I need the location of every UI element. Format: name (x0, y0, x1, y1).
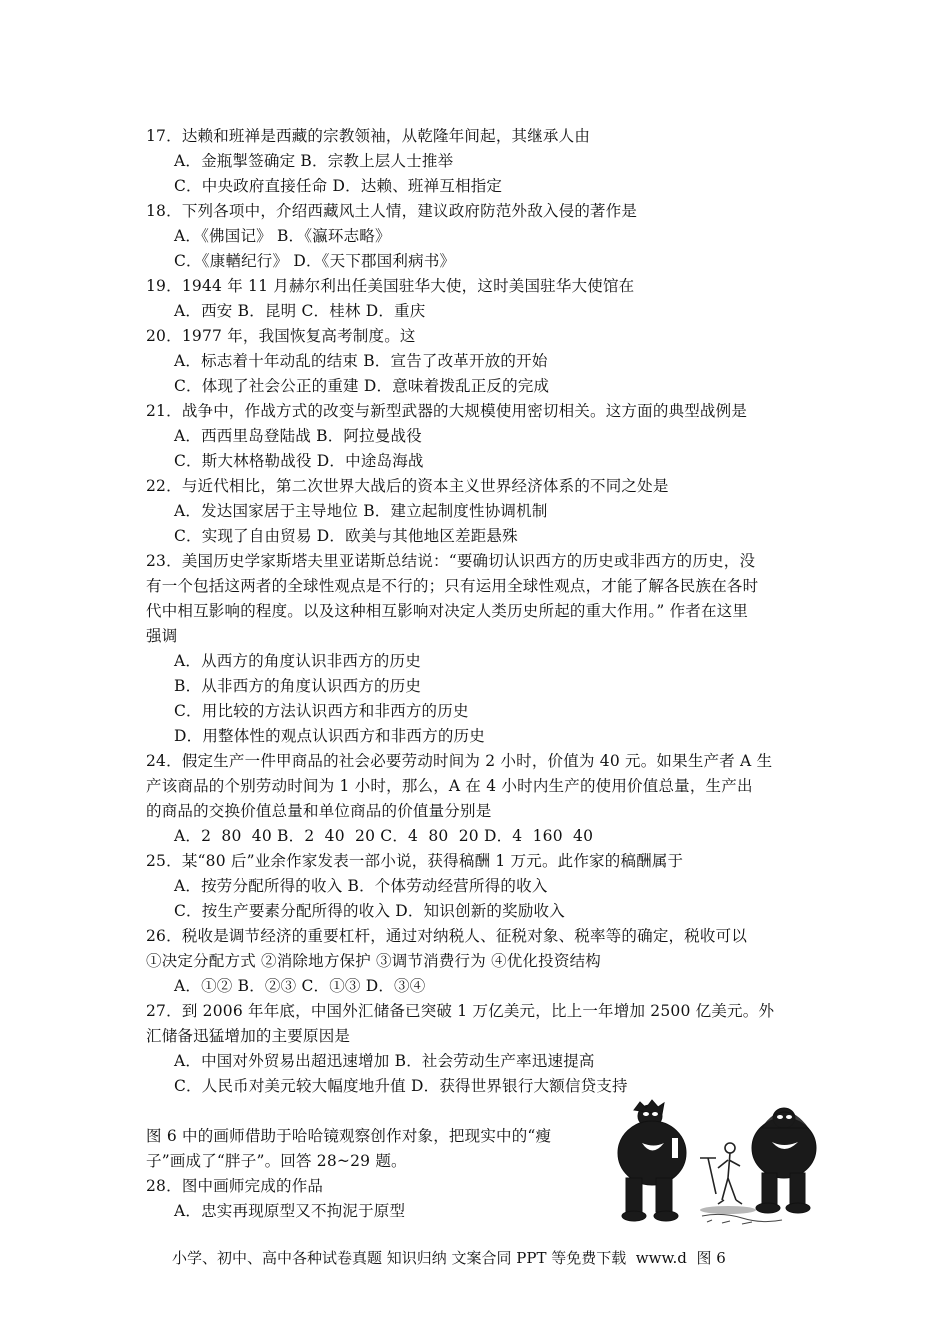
answer-option-line: A．中国对外贸易出超迅速增加 B．社会劳动生产率迅速提高 (174, 1052, 595, 1070)
answer-option-line: A．2 80 40 B．2 40 20 C．4 80 20 D．4 160 40 (174, 827, 594, 845)
question-text-line: 23．美国历史学家斯塔夫里亚诺斯总结说：“要确切认识西方的历史或非西方的历史，没 (146, 552, 756, 570)
answer-option-line: C．中央政府直接任命 D．达赖、班禅互相指定 (174, 177, 503, 195)
answer-option-line: C．《康輶纪行》 D．《天下郡国利病书》 (174, 252, 456, 270)
question-text-line: 24．假定生产一件甲商品的社会必要劳动时间为 2 小时，价值为 40 元。如果生产者 A 生 (146, 752, 773, 770)
question-text-line: 代中相互影响的程度。以及这种相互影响对决定人类历史所起的重大作用。” 作者在这里 (146, 602, 749, 620)
answer-option-line: C．斯大林格勒战役 D．中途岛海战 (174, 452, 424, 470)
question-text-line: 22．与近代相比，第二次世界大战后的资本主义世界经济体系的不同之处是 (146, 477, 669, 495)
question-text-line: 19．1944 年 11 月赫尔利出任美国驻华大使，这时美国驻华大使馆在 (146, 277, 635, 295)
question-text-line: 的商品的交换价值总量和单位商品的价值量分别是 (146, 802, 492, 820)
answer-option-line: A．西西里岛登陆战 B．阿拉曼战役 (174, 427, 422, 445)
cartoon-illustration-icon (612, 1098, 827, 1233)
answer-option-line: C．用比较的方法认识西方和非西方的历史 (174, 702, 469, 720)
question-text-line: 18．下列各项中，介绍西藏风土人情，建议政府防范外敌入侵的著作是 (146, 202, 638, 220)
figure-6-cartoon (612, 1098, 827, 1233)
question-text-line: 有一个包括这两者的全球性观点是不行的；只有运用全球性观点，才能了解各民族在各时 (146, 577, 759, 595)
answer-option-line: A．西安 B．昆明 C．桂林 D．重庆 (174, 302, 426, 320)
answer-option-line: C．体现了社会公正的重建 D．意味着拨乱正反的完成 (174, 377, 550, 395)
answer-option-line: A．标志着十年动乱的结束 B．宣告了改革开放的开始 (174, 352, 548, 370)
question-text-line: 25．某“80 后”业余作家发表一部小说，获得稿酬 1 万元。此作家的稿酬属于 (146, 852, 684, 870)
answer-option-line: A．忠实再现原型又不拘泥于原型 (174, 1202, 406, 1220)
question-lines (146, 124, 816, 1224)
answer-option-line: D．用整体性的观点认识西方和非西方的历史 (174, 727, 485, 745)
question-text-line: 17．达赖和班禅是西藏的宗教领袖，从乾隆年间起，其继承人由 (146, 127, 591, 145)
answer-option-line: B．从非西方的角度认识西方的历史 (174, 677, 422, 695)
answer-option-line: A．从西方的角度认识非西方的历史 (174, 652, 421, 670)
question-text-line: 20．1977 年，我国恢复高考制度。这 (146, 327, 416, 345)
question-text-line: 21．战争中，作战方式的改变与新型武器的大规模使用密切相关。这方面的典型战例是 (146, 402, 748, 420)
question-text-line: 27．到 2006 年年底，中国外汇储备已突破 1 万亿美元，比上一年增加 2500 亿美元。外 (146, 1002, 775, 1020)
answer-option-line: A．《佛国记》 B．《瀛环志略》 (174, 227, 391, 245)
answer-option-line: A．金瓶掣签确定 B．宗教上层人士推举 (174, 152, 454, 170)
question-text-line: 强调 (146, 627, 178, 645)
page-footer: 小学、初中、高中各种试卷真题 知识归纳 文案合同 PPT 等免费下载 www.d 图 6 (172, 1249, 726, 1267)
question-text-line: 汇储备迅猛增加的主要原因是 (146, 1027, 351, 1045)
answer-option-line: A．①② B．②③ C．①③ D．③④ (174, 977, 426, 995)
question-text-line: 26．税收是调节经济的重要杠杆，通过对纳税人、征税对象、税率等的确定，税收可以 (146, 927, 748, 945)
question-text-line: 图 6 中的画师借助于哈哈镜观察创作对象，把现实中的“瘦 (146, 1127, 552, 1145)
question-text-line: 产该商品的个别劳动时间为 1 小时，那么，A 在 4 小时内生产的使用价值总量，生产出 (146, 777, 753, 795)
question-text-line: ①决定分配方式 ②消除地方保护 ③调节消费行为 ④优化投资结构 (146, 952, 601, 970)
answer-option-line: C．人民币对美元较大幅度地升值 D．获得世界银行大额信贷支持 (174, 1077, 628, 1095)
question-text-line: 子”画成了“胖子”。回答 28~29 题。 (146, 1152, 407, 1170)
answer-option-line: C．按生产要素分配所得的收入 D．知识创新的奖励收入 (174, 902, 565, 920)
answer-option-line: C．实现了自由贸易 D．欧美与其他地区差距悬殊 (174, 527, 518, 545)
answer-option-line: A．按劳分配所得的收入 B．个体劳动经营所得的收入 (174, 877, 548, 895)
question-text-line: 28．图中画师完成的作品 (146, 1177, 324, 1195)
answer-option-line: A．发达国家居于主导地位 B．建立起制度性协调机制 (174, 502, 548, 520)
